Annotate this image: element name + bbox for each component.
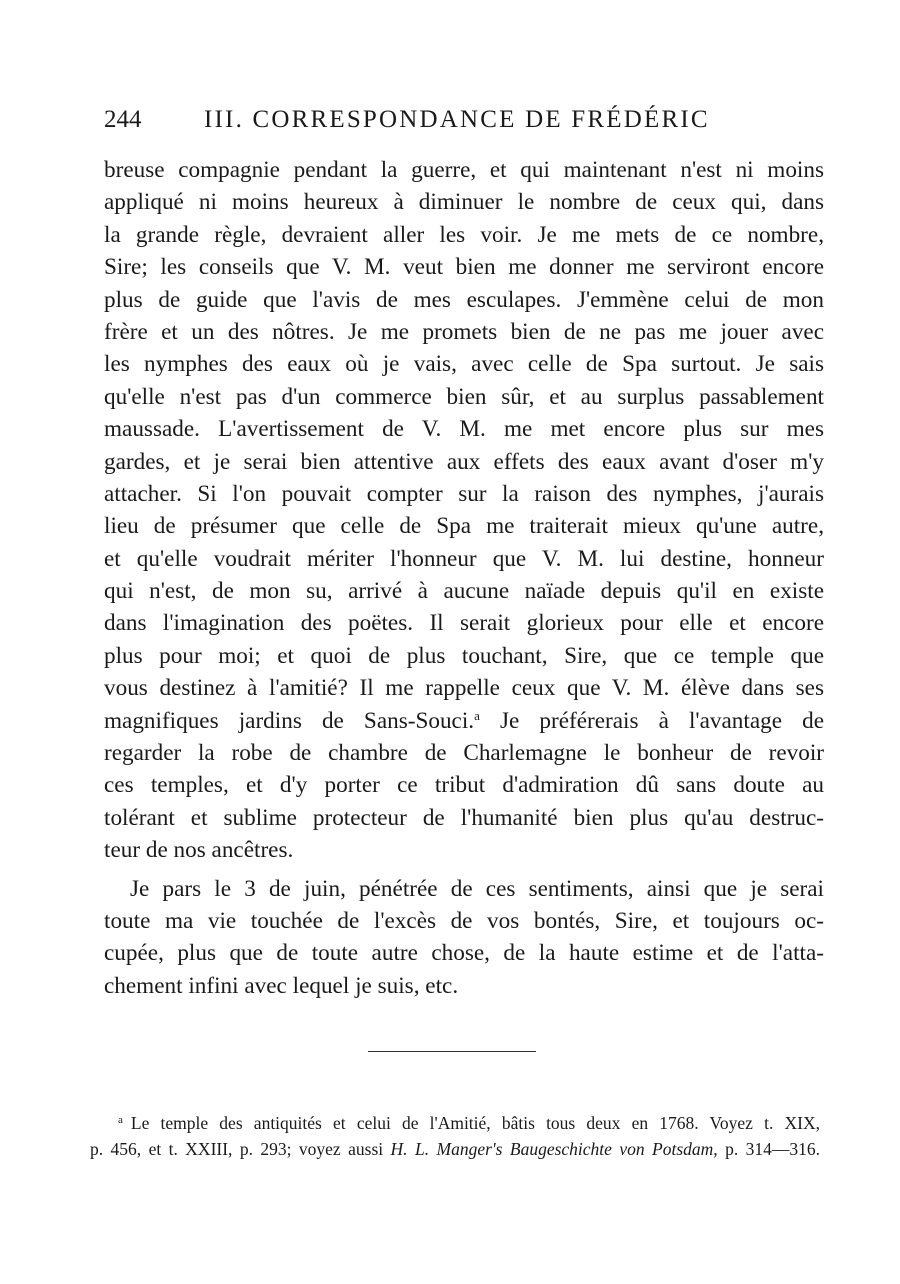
body-text	[104, 154, 824, 1002]
text-line: appliqué ni moins heureux à diminuer le nombre de ceux qui, dans	[104, 189, 824, 216]
text-line: Sire; les conseils que V. M. veut bien me donner me serviront encore	[104, 254, 824, 281]
footnote	[90, 1110, 820, 1162]
text-line: dans l'imagination des poëtes. Il serait glorieux pour elle et encore	[104, 610, 824, 637]
footnote-line	[90, 1136, 820, 1162]
text-line: toute ma vie touchée de l'excès de vos bontés, Sire, et toujours oc-	[104, 907, 824, 934]
text-line: maussade. L'avertissement de V. M. me met encore plus sur mes	[104, 416, 824, 443]
text-line: breuse compagnie pendant la guerre, et qui maintenant n'est ni moins	[104, 157, 824, 183]
text-segment: Je préférerais à l'avantage de	[479, 707, 824, 734]
text-line: et qu'elle voudrait mériter l'honneur que V. M. lui destine, honneur	[104, 545, 824, 572]
text-segment: magnifiques jardins de Sans-Souci.	[104, 707, 475, 734]
text-line: plus pour moi; et quoi de plus touchant, Sire, que ce temple que	[104, 642, 824, 669]
text-line: vous destinez à l'amitié? Il me rappelle ceux que V. M. élève dans ses	[104, 675, 824, 702]
text-line-with-footnote-ref	[104, 705, 824, 737]
text-line: lieu de présumer que celle de Spa me traiterait mieux qu'une autre,	[104, 513, 824, 540]
text-line: gardes, et je serai bien attentive aux effets des eaux avant d'oser m'y	[104, 448, 824, 475]
footnote-line	[90, 1110, 820, 1136]
footnote-reference: a	[474, 707, 480, 723]
text-line: plus de guide que l'avis de mes esculapes. J'emmène celui de mon	[104, 286, 824, 313]
text-line: ces temples, et d'y porter ce tribut d'admiration dû sans doute au	[104, 772, 824, 799]
text-line: frère et un des nôtres. Je me promets bien de ne pas me jouer avec	[104, 318, 824, 345]
text-line: regarder la robe de chambre de Charlemagne le bonheur de revoir	[104, 740, 824, 767]
text-line: chement infini avec lequel je suis, etc.	[104, 972, 459, 999]
text-line: Je pars le 3 de juin, pénétrée de ces sentiments, ainsi que je serai	[130, 875, 824, 902]
text-line: qui n'est, de mon su, arrivé à aucune naïade depuis qu'il en existe	[104, 578, 824, 605]
footnote-text: Le temple des antiquités et celui de l'Amitié, bâtis tous deux en 1768. Voyez t. XIX,	[130, 1113, 820, 1133]
text-line: teur de nos ancêtres.	[104, 837, 294, 864]
text-line: la grande règle, devraient aller les voir. Je me mets de ce nombre,	[104, 221, 824, 248]
text-line: tolérant et sublime protecteur de l'humanité bien plus qu'au destruc-	[104, 804, 824, 831]
text-line: les nymphes des eaux où je vais, avec celle de Spa surtout. Je sais	[104, 351, 824, 378]
footnote-text: p. 456, et t. XXIII, p. 293; voyez aussi	[90, 1139, 391, 1159]
footnote-text: p. 314—316.	[717, 1139, 820, 1159]
page-number: 244	[104, 106, 142, 133]
text-line: attacher. Si l'on pouvait compter sur la raison des nymphes, j'aurais	[104, 480, 824, 507]
footnote-separator	[368, 1051, 536, 1052]
running-head	[104, 106, 826, 140]
text-line: cupée, plus que de toute autre chose, de la haute estime et de l'atta-	[104, 940, 824, 967]
footnote-marker: a	[118, 1114, 123, 1126]
running-head-title: III. CORRESPONDANCE DE FRÉDÉRIC	[204, 106, 710, 133]
text-line: qu'elle n'est pas d'un commerce bien sûr, et au surplus passablement	[104, 383, 824, 410]
footnote-citation-title: H. L. Manger's Baugeschichte von Potsdam,	[390, 1139, 718, 1159]
